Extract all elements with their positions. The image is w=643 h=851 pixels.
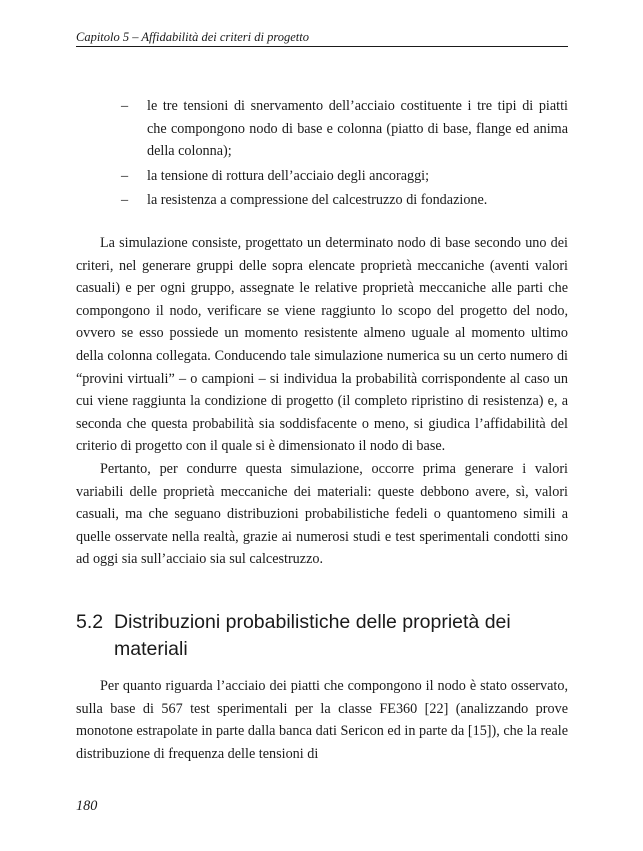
bullet-text: la tensione di rottura dell’acciaio degli ancoraggi; [147, 167, 430, 184]
section-title: Distribuzioni probabilistiche delle proprietà dei materiali [114, 611, 511, 660]
body-text [76, 232, 568, 571]
bullet-dash: – [121, 98, 129, 114]
list-item [121, 189, 568, 212]
paragraph: Per quanto riguarda l’acciaio dei piatti che compongono il nodo è stato osservato, sulla base di 567 test sperimentali per la classe FE360 [22] (analizzando prove monotone estrapolate in parte dalla banca dati Sericon ed in parte da [15]), che la reale distribuzione di frequenza delle tensioni di [76, 678, 568, 762]
page-number: 180 [76, 798, 98, 814]
section-number: 5.2 [76, 611, 104, 633]
list-item [121, 165, 568, 188]
section-body [76, 675, 568, 765]
bullet-dash: – [121, 167, 129, 184]
section-heading [76, 609, 568, 663]
bullet-text: la resistenza a compressione del calcestruzzo di fondazione. [147, 192, 488, 209]
bullet-dash: – [121, 192, 129, 209]
bullet-list [121, 95, 568, 214]
running-header: Capitolo 5 – Affidabilità dei criteri di progetto [76, 30, 568, 47]
list-item [121, 95, 568, 163]
paragraph: La simulazione consiste, progettato un determinato nodo di base secondo uno dei criteri, nel generare gruppi delle sopra elencate proprietà meccaniche (aventi valori casuali) e per ogni gruppo, assegnate le relative proprietà meccaniche alle parti che compongono il nodo, verificare se viene raggiunto lo scopo del progetto del nodo, ovvero se esso possiede un momento resistente almeno uguale al momento ultimo della colonna collegata. Conducendo tale simulazione numerica su un certo numero di “provini virtuali” – o campioni – si individua la probabilità corrispondente al caso un cui viene raggiunta la condizione di progetto (il completo ripristino di resistenza) e, a seconda che questa probabilità sia soddisfacente o meno, si giudica l’affidabilità del criterio di progetto con il quale si è dimensionato il nodo di base. [76, 235, 568, 455]
bullet-text: le tre tensioni di snervamento dell’acciaio costituente i tre tipi di piatti che compongono nodo di base e colonna (piatto di base, flange ed anima della colonna); [147, 98, 568, 160]
paragraph: Pertanto, per condurre questa simulazione, occorre prima generare i valori variabili delle proprietà meccaniche dei materiali: queste debbono avere, sì, valori casuali, ma che seguano distribuzioni probabilistiche fedeli o quantomeno simili a quelle osservate nella realtà, grazie ai numerosi studi e test sperimentali condotti sino ad oggi sia sull’acciaio sia sul calcestruzzo. [76, 460, 568, 568]
